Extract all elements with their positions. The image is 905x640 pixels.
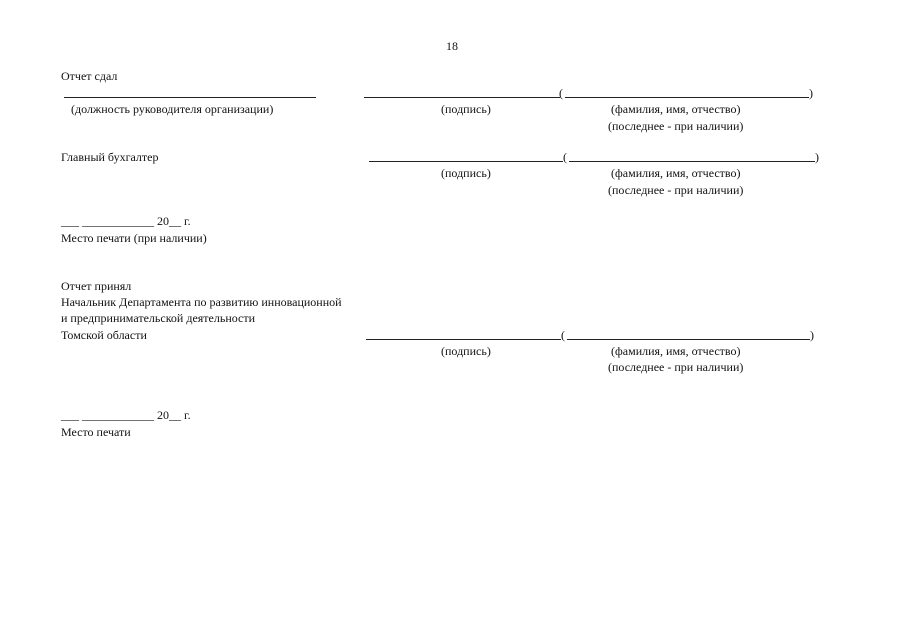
name-caption: (фамилия, имя, отчество): [611, 102, 741, 116]
official-title-line-3: Томской области: [61, 328, 147, 342]
name-note: (последнее - при наличии): [608, 360, 744, 374]
name-line: [569, 161, 815, 162]
page-number: 18: [446, 39, 458, 53]
signature-caption: (подпись): [441, 166, 491, 180]
signature-caption: (подпись): [441, 102, 491, 116]
signature-line: [366, 339, 561, 340]
close-paren: ): [809, 86, 813, 100]
open-paren: (: [561, 328, 565, 342]
date-line: ___ ____________ 20__ г.: [61, 214, 191, 228]
open-paren: (: [559, 86, 563, 100]
name-note: (последнее - при наличии): [608, 119, 744, 133]
signature-line: [364, 97, 560, 98]
position-caption: (должность руководителя организации): [71, 102, 274, 116]
signature-caption: (подпись): [441, 344, 491, 358]
close-paren: ): [815, 150, 819, 164]
date-line: ___ ____________ 20__ г.: [61, 408, 191, 422]
chief-accountant-heading: Главный бухгалтер: [61, 150, 159, 164]
name-line: [567, 339, 810, 340]
position-line: [64, 97, 316, 98]
official-title-line-1: Начальник Департамента по развитию инновационной: [61, 295, 342, 309]
report-submitted-heading: Отчет сдал: [61, 69, 118, 83]
name-line: [565, 97, 809, 98]
signature-line: [369, 161, 563, 162]
stamp-place: Место печати: [61, 425, 131, 439]
name-caption: (фамилия, имя, отчество): [611, 166, 741, 180]
stamp-place: Место печати (при наличии): [61, 231, 207, 245]
open-paren: (: [563, 150, 567, 164]
official-title-line-2: и предпринимательской деятельности: [61, 311, 256, 325]
close-paren: ): [810, 328, 814, 342]
name-note: (последнее - при наличии): [608, 183, 744, 197]
report-accepted-heading: Отчет принял: [61, 279, 132, 293]
name-caption: (фамилия, имя, отчество): [611, 344, 741, 358]
